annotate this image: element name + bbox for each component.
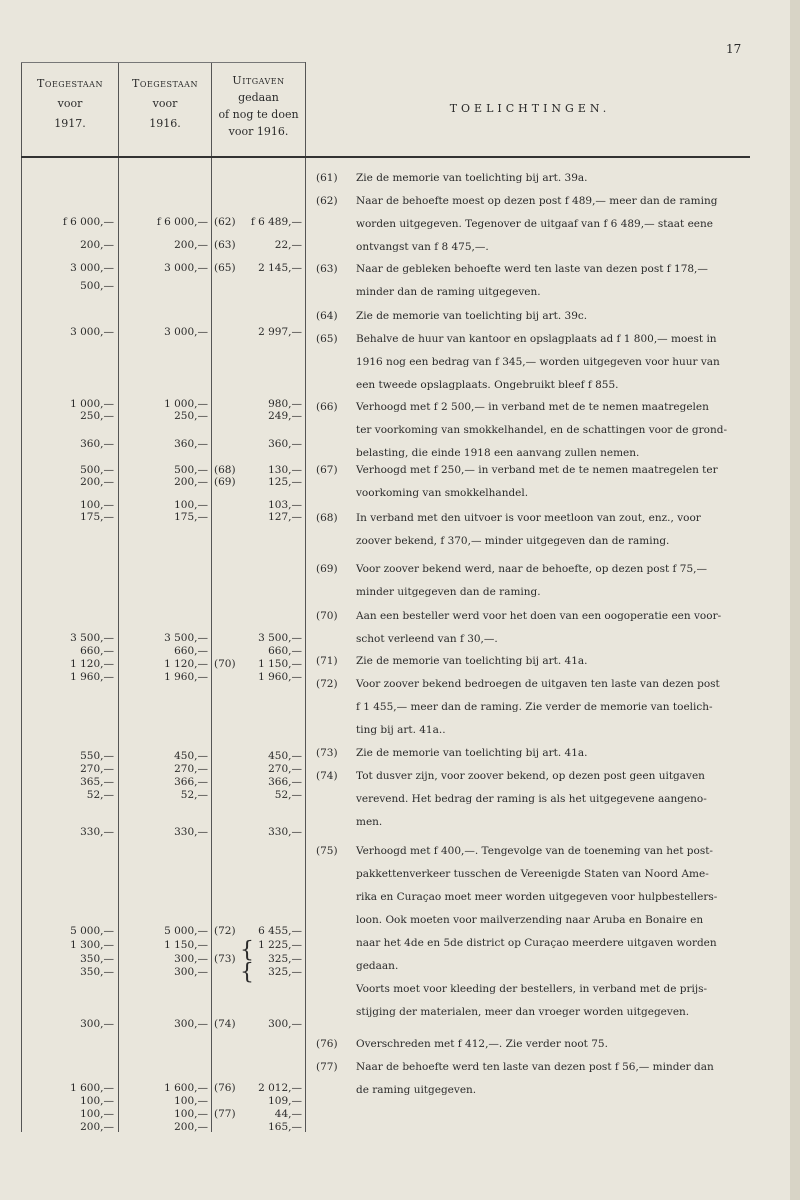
expenditure-1916: 360,— xyxy=(268,438,302,450)
amount-1917: 175,— xyxy=(80,511,114,523)
amount-1917: 1 000,— xyxy=(70,398,114,410)
note-number: (76) xyxy=(316,1038,338,1050)
expenditure-1916: 325,— xyxy=(268,966,302,978)
amount-1917: 5 000,— xyxy=(70,925,114,937)
note-ref: (70) xyxy=(214,658,236,670)
expenditure-1916: 325,— xyxy=(268,953,302,965)
note-line: Zie de memorie van toelichting bij art. 39c. xyxy=(356,310,588,322)
amount-1916: 330,— xyxy=(174,826,208,838)
header-toegestaan-1916: Toegestaan voor 1916. xyxy=(132,77,198,130)
expenditure-1916: 450,— xyxy=(268,750,302,762)
amount-1917: 300,— xyxy=(80,1018,114,1030)
amount-1916: 300,— xyxy=(174,1018,208,1030)
note-line: Naar de behoefte werd ten laste van dezen post f 56,— minder dan xyxy=(356,1061,714,1073)
note-line: worden uitgegeven. Tegenover de uitgaaf van f 6 489,— staat eene xyxy=(356,218,713,230)
note-line: naar het 4de en 5de district op Curaçao meerdere uitgaven worden xyxy=(356,937,717,949)
note-text xyxy=(356,396,748,465)
expenditure-1916: 125,— xyxy=(268,476,302,488)
expenditure-1916: 980,— xyxy=(268,398,302,410)
note-ref: (74) xyxy=(214,1018,236,1030)
note-number: (72) xyxy=(316,678,338,690)
note-number: (62) xyxy=(316,195,338,207)
amount-1916: 1 000,— xyxy=(164,398,208,410)
note-line: Zie de memorie van toelichting bij art. 41a. xyxy=(356,747,588,759)
expenditure-1916: 366,— xyxy=(268,776,302,788)
amount-1916: 5 000,— xyxy=(164,925,208,937)
note-line: rika en Curaçao moet meer worden uitgegeven voor hulpbestellers- xyxy=(356,891,718,903)
amount-1917: f 6 000,— xyxy=(62,216,114,228)
note-ref: (73) xyxy=(214,953,236,965)
note-text xyxy=(356,765,748,834)
note-ref: (63) xyxy=(214,239,236,251)
note-number: (64) xyxy=(316,310,338,322)
amount-1917: 330,— xyxy=(80,826,114,838)
column-rule xyxy=(21,62,22,1132)
note-text xyxy=(356,742,748,765)
amount-1916: 1 120,— xyxy=(164,658,208,670)
expenditure-1916: 6 455,— xyxy=(258,925,302,937)
note-text xyxy=(356,459,748,505)
note-number: (71) xyxy=(316,655,338,667)
amount-1916: 250,— xyxy=(174,410,208,422)
brace-mark: { xyxy=(240,938,254,963)
amount-1917: 100,— xyxy=(80,499,114,511)
note-text xyxy=(356,167,748,190)
note-line: Naar de gebleken behoefte werd ten laste van dezen post f 178,— xyxy=(356,263,708,275)
amount-1916: 3 000,— xyxy=(164,262,208,274)
note-line: Zie de memorie van toelichting bij art. 41a. xyxy=(356,655,588,667)
note-text xyxy=(356,650,748,673)
note-number: (66) xyxy=(316,401,338,413)
note-line: Voor zoover bekend bedroegen de uitgaven ten laste van dezen post xyxy=(356,678,720,690)
amount-1917: 500,— xyxy=(80,464,114,476)
amount-1916: 360,— xyxy=(174,438,208,450)
note-ref: (72) xyxy=(214,925,236,937)
amount-1917: 200,— xyxy=(80,476,114,488)
column-rule xyxy=(305,62,306,1132)
note-text xyxy=(356,558,748,604)
expenditure-1916: 22,— xyxy=(274,239,302,251)
expenditure-1916: 249,— xyxy=(268,410,302,422)
note-line: schot verleend van f 30,—. xyxy=(356,633,498,645)
column-rule xyxy=(118,62,119,1132)
expenditure-1916: 1 960,— xyxy=(258,671,302,683)
amount-1916: 200,— xyxy=(174,239,208,251)
note-text xyxy=(356,305,748,328)
amount-1917: 100,— xyxy=(80,1108,114,1120)
note-line: 1916 nog een bedrag van f 345,— worden uitgegeven voor huur van xyxy=(356,356,720,368)
amount-1916: 300,— xyxy=(174,953,208,965)
amount-1917: 52,— xyxy=(86,789,114,801)
note-ref: (65) xyxy=(214,262,236,274)
note-text xyxy=(356,1056,748,1102)
note-line: zoover bekend, f 370,— minder uitgegeven dan de raming. xyxy=(356,535,670,547)
expenditure-1916: 127,— xyxy=(268,511,302,523)
amount-1916: 1 960,— xyxy=(164,671,208,683)
amount-1917: 660,— xyxy=(80,645,114,657)
amount-1917: 100,— xyxy=(80,1095,114,1107)
amount-1917: 1 300,— xyxy=(70,939,114,951)
note-line: f 1 455,— meer dan de raming. Zie verder de memorie van toelich- xyxy=(356,701,713,713)
note-line: stijging der materialen, meer dan vroeger worden uitgegeven. xyxy=(356,1006,690,1018)
note-line: men. xyxy=(356,816,383,828)
note-ref: (77) xyxy=(214,1108,236,1120)
amount-1917: 200,— xyxy=(80,1121,114,1133)
note-number: (75) xyxy=(316,845,338,857)
note-line: loon. Ook moeten voor mailverzending naar Aruba en Bonaire en xyxy=(356,914,704,926)
amount-1917: 1 600,— xyxy=(70,1082,114,1094)
note-ref: (62) xyxy=(214,216,236,228)
amount-1917: 3 000,— xyxy=(70,262,114,274)
amount-1916: 660,— xyxy=(174,645,208,657)
note-line: voorkoming van smokkelhandel. xyxy=(356,487,529,499)
note-number: (77) xyxy=(316,1061,338,1073)
note-text xyxy=(356,1033,748,1056)
amount-1917: 250,— xyxy=(80,410,114,422)
expenditure-1916: 2 145,— xyxy=(258,262,302,274)
note-number: (65) xyxy=(316,333,338,345)
expenditure-1916: 130,— xyxy=(268,464,302,476)
amount-1916: 366,— xyxy=(174,776,208,788)
expenditure-1916: 109,— xyxy=(268,1095,302,1107)
page-edge xyxy=(790,0,800,1200)
amount-1916: 100,— xyxy=(174,1108,208,1120)
note-line: de raming uitgegeven. xyxy=(356,1084,477,1096)
amount-1916: 500,— xyxy=(174,464,208,476)
page-number: 17 xyxy=(726,42,742,56)
amount-1917: 365,— xyxy=(80,776,114,788)
note-text xyxy=(356,328,748,397)
note-line: ter voorkoming van smokkelhandel, en de schattingen voor de grond- xyxy=(356,424,727,436)
expenditure-1916: 660,— xyxy=(268,645,302,657)
amount-1917: 350,— xyxy=(80,966,114,978)
amount-1917: 1 960,— xyxy=(70,671,114,683)
note-line: Behalve de huur van kantoor en opslagplaats ad f 1 800,— moest in xyxy=(356,333,717,345)
note-line: een tweede opslagplaats. Ongebruikt bleef f 855. xyxy=(356,379,619,391)
expenditure-1916: 2 012,— xyxy=(258,1082,302,1094)
expenditure-1916: 270,— xyxy=(268,763,302,775)
amount-1917: 550,— xyxy=(80,750,114,762)
note-line: ontvangst van f 8 475,—. xyxy=(356,241,489,253)
amount-1917: 200,— xyxy=(80,239,114,251)
note-line: In verband met den uitvoer is voor meetloon van zout, enz., voor xyxy=(356,512,701,524)
amount-1917: 1 120,— xyxy=(70,658,114,670)
expenditure-1916: 330,— xyxy=(268,826,302,838)
note-line: Aan een besteller werd voor het doen van een oogoperatie een voor- xyxy=(356,610,722,622)
note-line: pakkettenverkeer tusschen de Vereenigde Staten van Noord Ame- xyxy=(356,868,709,880)
note-text xyxy=(356,673,748,742)
amount-1916: 100,— xyxy=(174,499,208,511)
amount-1917: 350,— xyxy=(80,953,114,965)
amount-1917: 3 500,— xyxy=(70,632,114,644)
note-line: Voorts moet voor kleeding der bestellers, in verband met de prijs- xyxy=(356,983,708,995)
note-number: (67) xyxy=(316,464,338,476)
note-number: (74) xyxy=(316,770,338,782)
amount-1917: 500,— xyxy=(80,280,114,292)
amount-1916: 52,— xyxy=(180,789,208,801)
note-number: (73) xyxy=(316,747,338,759)
amount-1916: 1 600,— xyxy=(164,1082,208,1094)
expenditure-1916: 3 500,— xyxy=(258,632,302,644)
note-ref: (76) xyxy=(214,1082,236,1094)
note-line: Naar de behoefte moest op dezen post f 489,— meer dan de raming xyxy=(356,195,718,207)
header-bottom-rule xyxy=(21,156,750,158)
amount-1916: 3 000,— xyxy=(164,326,208,338)
header-uitgaven: Uitgaven gedaan of nog te doen voor 1916. xyxy=(218,74,299,138)
expenditure-1916: 44,— xyxy=(274,1108,302,1120)
header-toelichtingen: TOELICHTINGEN. xyxy=(449,102,611,115)
note-line: Verhoogd met f 2 500,— in verband met de te nemen maatregelen xyxy=(356,401,709,413)
column-rule xyxy=(211,62,212,1132)
note-number: (70) xyxy=(316,610,338,622)
note-number: (63) xyxy=(316,263,338,275)
note-ref: (69) xyxy=(214,476,236,488)
amount-1916: 300,— xyxy=(174,966,208,978)
expenditure-1916: 1 225,— xyxy=(258,939,302,951)
amount-1917: 270,— xyxy=(80,763,114,775)
note-text xyxy=(356,258,748,304)
note-line: Verhoogd met f 400,—. Tengevolge van de toeneming van het post- xyxy=(356,845,713,857)
note-line: Voor zoover bekend werd, naar de behoefte, op dezen post f 75,— xyxy=(356,563,707,575)
note-text xyxy=(356,507,748,553)
note-line: Overschreden met f 412,—. Zie verder noot 75. xyxy=(356,1038,608,1050)
note-line: belasting, die einde 1918 een aanvang zullen nemen. xyxy=(356,447,640,459)
note-line: minder dan de raming uitgegeven. xyxy=(356,286,541,298)
note-number: (68) xyxy=(316,512,338,524)
note-line: minder uitgegeven dan de raming. xyxy=(356,586,541,598)
amount-1916: 175,— xyxy=(174,511,208,523)
note-line: Verhoogd met f 250,— in verband met de te nemen maatregelen ter xyxy=(356,464,718,476)
expenditure-1916: 1 150,— xyxy=(258,658,302,670)
note-line: Tot dusver zijn, voor zoover bekend, op dezen post geen uitgaven xyxy=(356,770,705,782)
amount-1916: 450,— xyxy=(174,750,208,762)
note-number: (61) xyxy=(316,172,338,184)
amount-1916: 200,— xyxy=(174,476,208,488)
amount-1917: 360,— xyxy=(80,438,114,450)
amount-1916: 100,— xyxy=(174,1095,208,1107)
note-line: verevend. Het bedrag der raming is als het uitgegevene aangeno- xyxy=(356,793,707,805)
note-text xyxy=(356,605,748,651)
expenditure-1916: f 6 489,— xyxy=(250,216,302,228)
note-text xyxy=(356,840,748,1024)
amount-1916: 270,— xyxy=(174,763,208,775)
expenditure-1916: 52,— xyxy=(274,789,302,801)
expenditure-1916: 300,— xyxy=(268,1018,302,1030)
note-number: (69) xyxy=(316,563,338,575)
expenditure-1916: 2 997,— xyxy=(258,326,302,338)
expenditure-1916: 165,— xyxy=(268,1121,302,1133)
header-top-rule xyxy=(21,62,305,63)
header-toegestaan-1917: Toegestaan voor 1917. xyxy=(37,77,103,130)
amount-1916: 1 150,— xyxy=(164,939,208,951)
note-text xyxy=(356,190,748,259)
amount-1916: f 6 000,— xyxy=(156,216,208,228)
brace-mark: { xyxy=(240,960,254,985)
amount-1916: 200,— xyxy=(174,1121,208,1133)
amount-1916: 3 500,— xyxy=(164,632,208,644)
expenditure-1916: 103,— xyxy=(268,499,302,511)
note-line: gedaan. xyxy=(356,960,399,972)
note-line: ting bij art. 41a.. xyxy=(356,724,446,736)
note-ref: (68) xyxy=(214,464,236,476)
amount-1917: 3 000,— xyxy=(70,326,114,338)
note-line: Zie de memorie van toelichting bij art. 39a. xyxy=(356,172,588,184)
